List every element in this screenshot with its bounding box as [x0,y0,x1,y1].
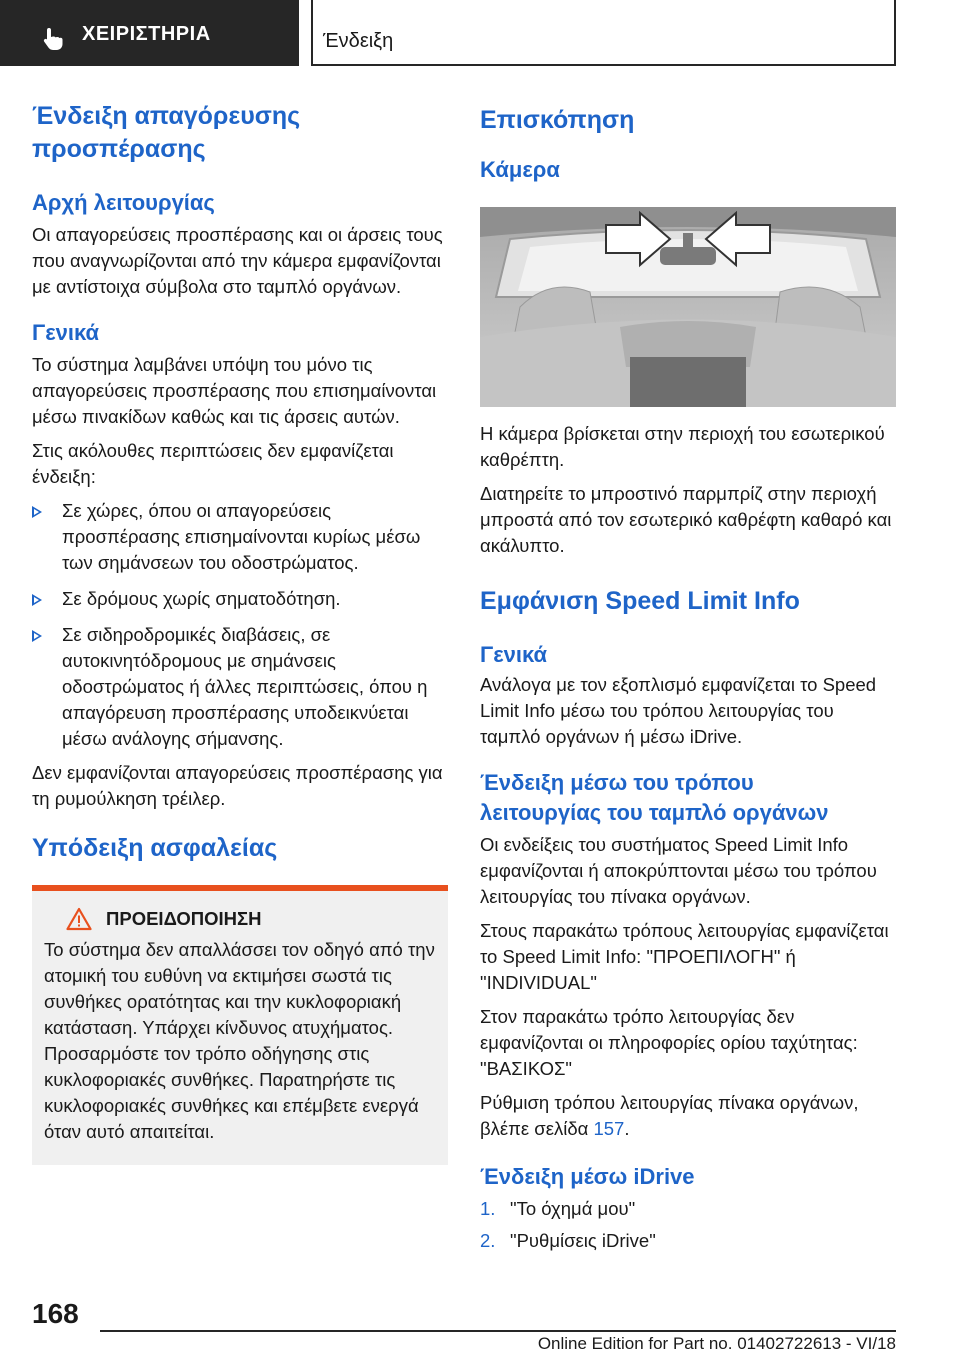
page-number: 168 [32,1298,79,1329]
list-item [32,622,448,752]
section-heading-general: Γενικά [32,320,100,345]
list-item [480,1196,896,1222]
warning-header [44,907,436,931]
breadcrumb-bar [311,0,896,66]
section-heading-speed-limit-info: Εμφάνιση Speed Limit Info [480,587,800,615]
triangle-bullet-icon [32,630,42,642]
step-number: 1. [480,1198,496,1219]
list-item-text: Σε δρόμους χωρίς σηματοδότηση. [62,588,341,609]
page-header [0,0,960,66]
section-heading-principle: Αρχή λειτουργίας [32,190,215,215]
general-text-right: Ανάλογα με τον εξοπλισμό εμφανίζεται το Speed Limit Info μέσω του τρόπου λειτουργίας του ταμπλό οργάνων ή μέσω iDrive. [480,674,877,747]
section-heading-cluster: Ένδειξη μέσω του τρόπου λειτουργίας του ταμπλό οργάνων [480,770,829,825]
hand-pointer-icon [40,26,66,52]
cluster-text-1: Οι ενδείξεις του συστήματος Speed Limit Info εμφανίζονται ή αποκρύπτονται μέσω του τρόπου λειτουργίας του πίνακα οργάνων. [480,834,877,907]
cluster-text-4 [480,1090,896,1142]
section-heading-idrive: Ένδειξη μέσω iDrive [480,1164,695,1189]
list-item [480,1228,896,1254]
list-item [32,586,448,612]
section-heading-safety: Υπόδειξη ασφαλείας [32,834,278,862]
car-interior-illustration [480,207,896,407]
cluster-text-3: Στον παρακάτω τρόπο λειτουργίας δεν εμφανίζονται οι πληροφορίες ορίου ταχύτητας: "ΒΑΣΙΚΟΣ" [480,1006,858,1079]
step-text: "Ρυθμίσεις iDrive" [510,1230,656,1251]
cluster-text-4-post: . [624,1118,630,1139]
right-column [480,100,896,1254]
section-tab-label: ΧΕΙΡΙΣΤΗΡΙΑ [82,23,211,45]
page-reference-link[interactable]: 157 [593,1118,625,1139]
principle-text: Οι απαγορεύσεις προσπέρασης και οι άρσεις τους που αναγνωρίζονται από την κάμερα εμφανίζονται με αντίστοιχα σύμβολα στο ταμπλό οργάνων. [32,224,443,297]
footer-edition: Online Edition for Part no. 01402722613 - VI/18 [537,1334,896,1353]
cluster-text-2: Στους παρακάτω τρόπους λειτουργίας εμφανίζεται το Speed Limit Info: "ΠΡΟΕΠΙΛΟΓΗ" ή "INDIVIDUAL" [480,920,889,993]
section-heading-camera: Κάμερα [480,157,560,182]
section-tab[interactable] [0,0,299,66]
list-item-text: Σε χώρες, όπου οι απαγορεύσεις προσπέρασης επισημαίνονται κυρίως μέσω των σημάνσεων του οδοστρώματος. [62,500,421,573]
triangle-bullet-icon [32,594,42,606]
list-item-text: Σε σιδηροδρομικές διαβάσεις, σε αυτοκινητόδρομους με σημάνσεις οδοστρώματος ή άλλες περιπτώσεις, όπου η απαγόρευση προσπέρασης υποδεικνύεται μέσω ανάλογης σήμανσης. [62,624,428,749]
step-text: "Το όχημά μου" [510,1198,636,1219]
triangle-bullet-icon [32,506,42,518]
warning-box [32,885,448,1165]
exceptions-list [32,498,448,752]
page-title: Ένδειξη απαγόρευσης προσπέρασης [32,102,301,163]
camera-location-photo [480,207,896,407]
warning-triangle-icon [66,907,92,931]
camera-text-1: Η κάμερα βρίσκεται στην περιοχή του εσωτερικού καθρέπτη. [480,423,885,470]
cluster-text-4-pre: Ρύθμιση τρόπου λειτουργίας πίνακα οργάνων, βλέπε σελίδα [480,1092,859,1139]
warning-text: Το σύστημα δεν απαλλάσσει τον οδηγό από την ατομική του ευθύνη να εκτιμήσει σωστά τις συνθήκες ορατότητας και την κυκλοφοριακή κατάσταση. Υπάρχει κίνδυνος ατυχήματος. Προσαρμόστε τον τρόπο οδήγησης στις κυκλοφοριακές συνθήκες. Παρατηρήστε τις κυκλοφοριακές συνθήκες και επέμβετε ενεργά όταν αυτό απαιτείται. [44,939,435,1142]
section-heading-overview: Επισκόπηση [480,106,635,134]
breadcrumb: Ένδειξη [323,30,394,52]
step-number: 2. [480,1230,496,1251]
camera-text-2: Διατηρείτε το μπροστινό παρμπρίζ στην περιοχή μπροστά από τον εσωτερικό καθρέφτη καθαρό και ακάλυπτο. [480,483,892,556]
footer-divider [100,1330,896,1332]
warning-title: ΠΡΟΕΙΔΟΠΟΙΗΣΗ [106,908,262,929]
section-heading-general-right: Γενικά [480,642,548,667]
left-column [32,100,448,1165]
general-text-2: Στις ακόλουθες περιπτώσεις δεν εμφανίζεται ένδειξη: [32,440,394,487]
general-text-1: Το σύστημα λαμβάνει υπόψη του μόνο τις απαγορεύσεις προσπέρασης που επισημαίνονται μέσω πινακίδων καθώς και τις άρσεις αυτών. [32,354,437,427]
list-item [32,498,448,576]
idrive-steps [480,1196,896,1254]
general-text-3: Δεν εμφανίζονται απαγορεύσεις προσπέρασης για τη ρυμούλκηση τρέιλερ. [32,762,443,809]
